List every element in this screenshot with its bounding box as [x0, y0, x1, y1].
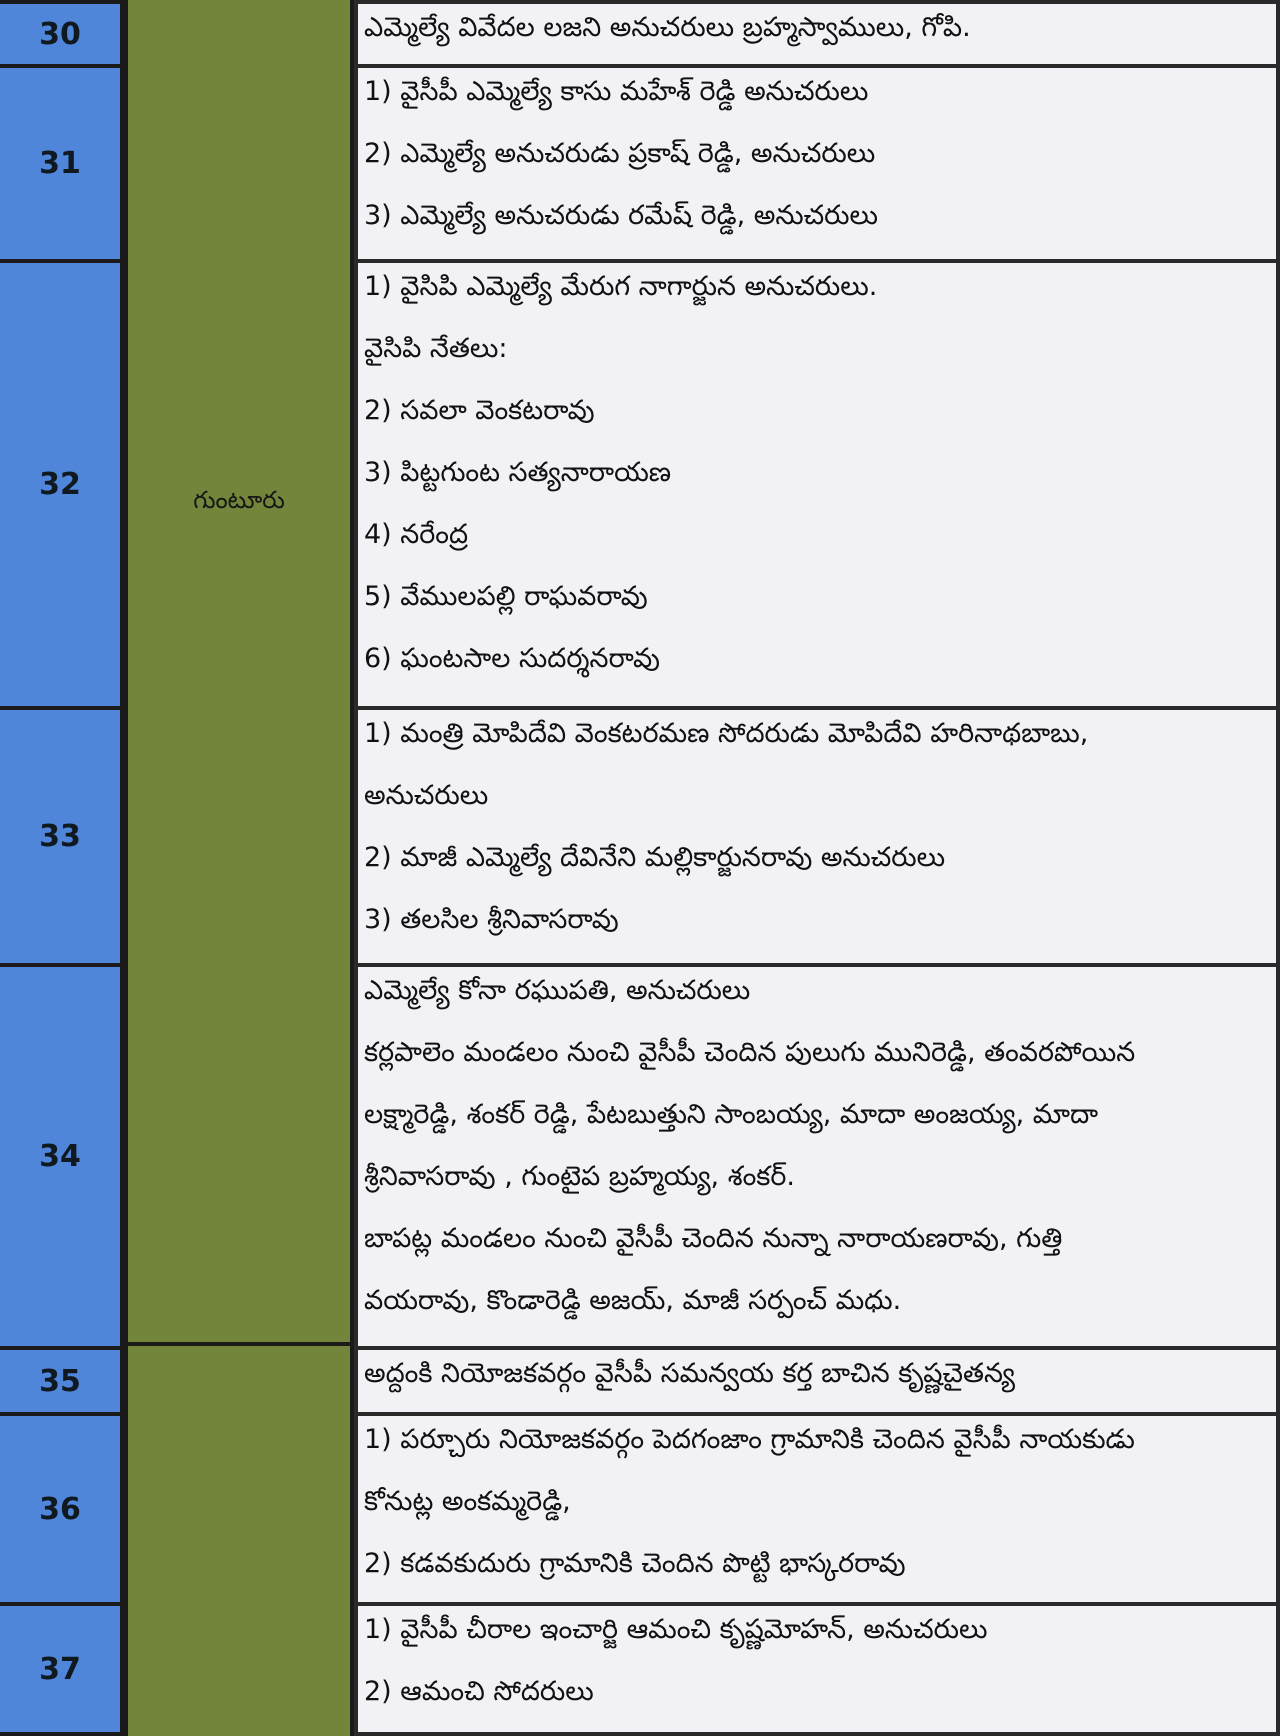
entry-line: ఎమ్మెల్యే వివేదల లజని అనుచరులు బ్రహ్మస్వాములు, గోపి.	[364, 12, 971, 43]
entry-cell	[354, 963, 1280, 1346]
entry-line: 1) మంత్రి మోపిదేవి వెంకటరమణ సోదరుడు మోపిదేవి హరినాథబాబు,	[364, 718, 1089, 749]
entry-line: అనుచరులు	[364, 780, 489, 811]
table-row	[0, 963, 1280, 1346]
row-number: 34	[0, 963, 124, 1346]
entry-line: వైసిపి నేతలు:	[364, 333, 508, 364]
row-number: 33	[0, 706, 124, 963]
entry-line: 1) వైసిపి ఎమ్మెల్యే మేరుగ నాగార్జున అనుచరులు.	[364, 271, 878, 302]
table-row	[0, 1602, 1280, 1736]
district-name: గుంటూరు	[193, 486, 285, 514]
table-row	[0, 0, 1280, 64]
entry-line: 1) వైసీపీ ఎమ్మెల్యే కాసు మహేశ్ రెడ్డి అనుచరులు	[364, 76, 869, 107]
entry-line: వయరావు, కొండారెడ్డి అజయ్, మాజీ సర్పంచ్ మధు.	[364, 1285, 902, 1316]
row-number: 37	[0, 1602, 124, 1736]
row-number: 32	[0, 259, 124, 706]
entry-cell	[354, 706, 1280, 963]
table-row	[0, 1346, 1280, 1412]
entry-cell	[354, 1602, 1280, 1736]
entry-line: 3) తలసిల శ్రీనివాసరావు	[364, 904, 619, 935]
entry-cell	[354, 259, 1280, 706]
row-number: 35	[0, 1346, 124, 1412]
entry-line: శ్రీనివాసరావు , గుంటైప బ్రహ్మయ్య, శంకర్.	[364, 1161, 795, 1192]
entry-line: 1) వైసీపీ చీరాల ఇంచార్జి ఆమంచి కృష్ణమోహన్, అనుచరులు	[364, 1614, 988, 1645]
entry-cell	[354, 1346, 1280, 1412]
entry-line: ఎమ్మెల్యే కోనా రఘుపతి, అనుచరులు	[364, 975, 751, 1006]
entry-line: 3) ఎమ్మెల్యే అనుచరుడు రమేష్ రెడ్డి, అనుచరులు	[364, 200, 878, 231]
entry-line: 2) ఆమంచి సోదరులు	[364, 1676, 594, 1707]
entry-cell	[354, 1412, 1280, 1602]
entry-line: బాపట్ల మండలం నుంచి వైసీపీ చెందిన నున్నా నారాయణరావు, గుత్తి	[364, 1223, 1063, 1254]
table-row	[0, 706, 1280, 963]
entry-line: 2) మాజీ ఎమ్మెల్యే దేవినేని మల్లికార్జునరావు అనుచరులు	[364, 842, 946, 873]
entry-line: 5) వేములపల్లి రాఘవరావు	[364, 581, 648, 612]
entry-line: 1) పర్చూరు నియోజకవర్గం పెదగంజాం గ్రామానికి చెందిన వైసీపీ నాయకుడు	[364, 1424, 1135, 1455]
entry-line: 3) పిట్టగుంట సత్యనారాయణ	[364, 457, 672, 488]
row-number: 31	[0, 64, 124, 259]
table-row	[0, 1412, 1280, 1602]
entry-cell	[354, 0, 1280, 64]
entry-line: లక్ష్మారెడ్డి, శంకర్ రెడ్డి, పేటబుత్తుని సాంబయ్య, మాదా అంజయ్య, మాదా	[364, 1099, 1099, 1130]
entry-line: 2) ఎమ్మెల్యే అనుచరుడు ప్రకాష్ రెడ్డి, అనుచరులు	[364, 138, 876, 169]
entry-line: 2) సవలా వెంకటరావు	[364, 395, 595, 426]
table-row	[0, 259, 1280, 706]
entry-cell	[354, 64, 1280, 259]
row-number: 36	[0, 1412, 124, 1602]
entry-line: 4) నరేంద్ర	[364, 519, 469, 550]
entry-line: అద్దంకి నియోజకవర్గం వైసీపీ సమన్వయ కర్త బాచిన కృష్ణచైతన్య	[364, 1358, 1016, 1389]
entry-line: 6) ఘంటసాల సుదర్శనరావు	[364, 643, 660, 674]
entry-line: 2) కడవకుదురు గ్రామానికి చెందిన పొట్టి భాస్కరరావు	[364, 1548, 906, 1579]
entry-line: కర్లపాలెం మండలం నుంచి వైసీపీ చెందిన పులుగు మునిరెడ్డి, తంవరపోయిన	[364, 1037, 1136, 1068]
table-row	[0, 64, 1280, 259]
entry-line: కోనుట్ల అంకమ్మరెడ్డి,	[364, 1486, 571, 1517]
row-number: 30	[0, 0, 124, 64]
